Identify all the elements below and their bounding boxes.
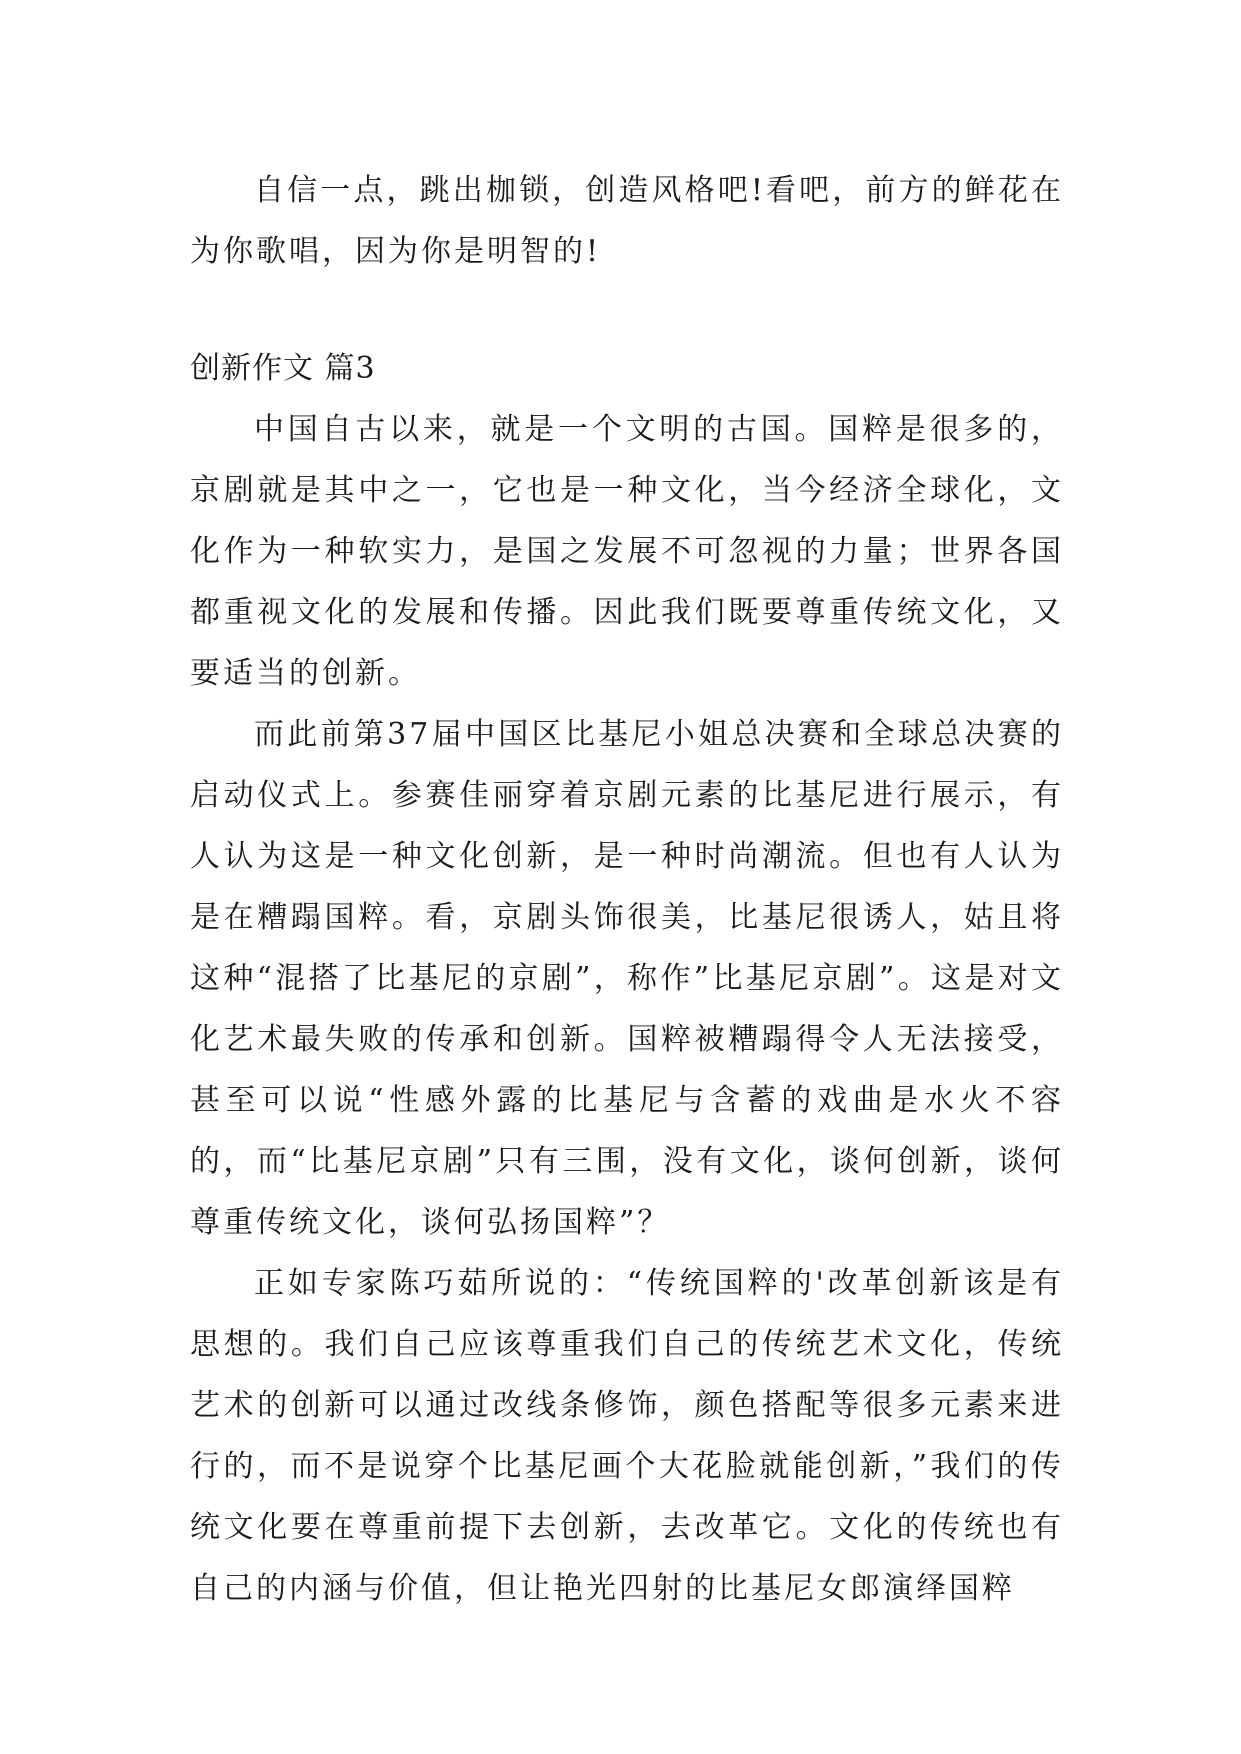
- body-paragraph-1: 中国自古以来，就是一个文明的古国。国粹是很多的，京剧就是其中之一，它也是一种文化，当今经济全球化，文化作为一种软实力，是国之发展不可忽视的力量；世界各国都重视文化的发展和传播。因此我们既要尊重传统文化，又要适当的创新。: [190, 412, 1064, 691]
- document-body: [190, 160, 1064, 1619]
- intro-paragraph: 自信一点，跳出枷锁，创造风格吧!看吧，前方的鲜花在为你歌唱，因为你是明智的!: [190, 173, 1064, 269]
- section-heading: 创新作文 篇3: [190, 351, 376, 386]
- body-paragraph-3: 正如专家陈巧茹所说的：“传统国粹的'改革创新该是有思想的。我们自己应该尊重我们自己的传统艺术文化，传统艺术的创新可以通过改线条修饰，颜色搭配等很多元素来进行的，而不是说穿个比基尼画个大花脸就能创新，”我们的传统文化要在尊重前提下去创新，去改革它。文化的传统也有自己的内涵与价值，但让艳光四射的比基尼女郎演绎国粹: [190, 1266, 1064, 1606]
- body-paragraph-2: 而此前第37届中国区比基尼小姐总决赛和全球总决赛的启动仪式上。参赛佳丽穿着京剧元素的比基尼进行展示，有人认为这是一种文化创新，是一种时尚潮流。但也有人认为是在糟蹋国粹。看，京剧头饰很美，比基尼很诱人，姑且将这种“混搭了比基尼的京剧”，称作”比基尼京剧”。这是对文化艺术最失败的传承和创新。国粹被糟蹋得令人无法接受，甚至可以说“性感外露的比基尼与含蓄的戏曲是水火不容的，而“比基尼京剧”只有三围，没有文化，谈何创新，谈何尊重传统文化，谈何弘扬国粹”？: [190, 717, 1064, 1240]
